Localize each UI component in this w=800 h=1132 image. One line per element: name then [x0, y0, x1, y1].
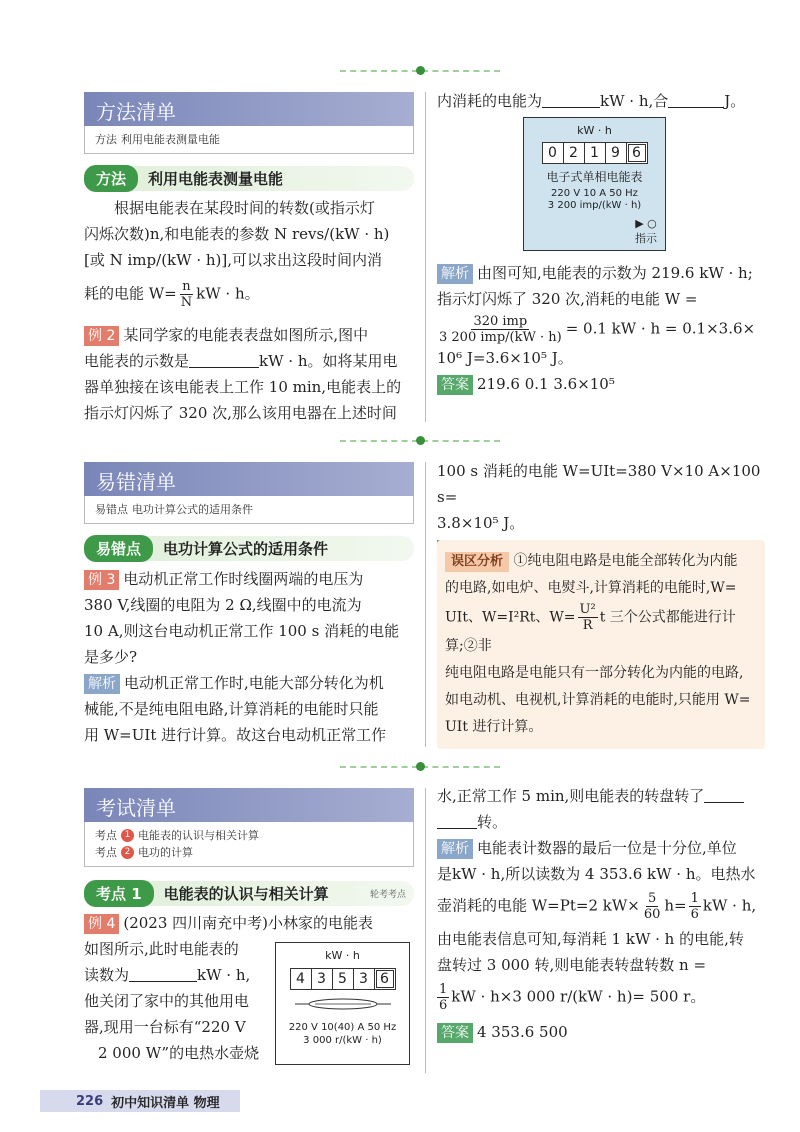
meter-digits: 0 2 1 9 6	[524, 142, 665, 164]
answer-blank	[189, 350, 259, 368]
answer-blank	[129, 964, 197, 982]
exam-point-tag: 考点 1 电能表的认识与相关计算 轮考考点	[84, 881, 414, 906]
example-2-continued: 内消耗的电能为 kW · h,合 J。	[437, 92, 746, 110]
example-4: 例 4 (2023 四川南充中考)小林家的电能表 如图所示,此时电能表的 读数为 kW · h, 他关闭了家中的其他用电 器,现用一台标有“220 V 2 000 W”的电热水壶烧	[84, 914, 374, 1062]
electric-meter-2: kW · h 4 3 5 3 6 220 V 10(40) A 50 Hz 3 000 r/(kW · h)	[275, 942, 410, 1065]
book-title: 初中知识清单 物理	[111, 1095, 220, 1111]
column-separator	[425, 462, 426, 747]
turntable-disc-icon	[276, 994, 409, 1018]
page-number: 226	[76, 1093, 104, 1109]
mistake-tag: 易错点 电功计算公式的适用条件	[84, 536, 414, 561]
answer-blank	[704, 785, 744, 803]
section-divider	[340, 762, 500, 772]
exam-header: 考试清单 考点 1 电能表的认识与相关计算 考点 2 电功的计算	[84, 788, 414, 867]
method-text: 根据电能表在某段时间的转数(或指示灯 闪烁次数)n,和电能表的参数 N revs/(kW · h) [或 N imp/(kW · h)],可以求出这段时间内消 耗的电能 W= $\frac{n}{N}$ kW · h。	[84, 199, 390, 310]
example-4-continued: 水,正常工作 5 min,则电能表的转盘转了 转。 解析 电能表计数器的最后一位是十分位,单位 是kW · h,所以读数为 4 353.6 kW · h。电热水 壶消耗的电能 W=Pt=2 kW× $\frac{5}{60}$ h= $\frac{1}{6}$ kW · h, 由电能表信息可知,每消耗 1 kW · h 的电能,转 盘转过 3 000 转,则电能表转盘转数 n = $\frac{1}{6}$ kW · h×3 000 r/(kW · h)= 500 r。 答案 4 353.6 500	[437, 787, 757, 1041]
column-separator	[425, 92, 426, 422]
section-divider	[340, 436, 500, 446]
misconception-box: 误区分析 ①纯电阻电路是电能全部转化为内能 的电路,如电炉、电熨斗,计算消耗的电能时,W= UIt、W=I²Rt、W= $\frac{\text{U²}}{R}$ t 三个公式都能进行计算;②非 纯电阻电路是电能只有一部分转化为内能的电路, 如电动机、电视机,计算消耗的电能时,只能用 W= UIt 进行计算。	[437, 540, 765, 749]
header-title: 方法清单	[84, 92, 414, 126]
analysis-2: 解析 由图可知,电能表的示数为 219.6 kW · h; 指示灯闪烁了 320 次,消耗的电能 W = $\frac{\text{320 imp}}{\text{3 200 imp/(kW · h)}}$ = 0.1 kW · h = 0.1×3.6× 10⁶ J=3.6×10⁵ J。 答案 219.6 0.1 3.6×10⁵	[437, 264, 756, 393]
indicator-light-icon: ▶ ○	[635, 217, 657, 230]
method-tag: 方法 利用电能表测量电能	[84, 166, 414, 191]
meter-digits: 4 3 5 3 6	[276, 968, 409, 990]
column-separator	[425, 788, 426, 1073]
example-2: 例 2 某同学家的电能表表盘如图所示,图中 电能表的示数是 kW · h。如将某用电 器单独接在该电能表上工作 10 min,电能表上的 指示灯闪烁了 320 次,那么该用电器在上述时间	[84, 326, 402, 422]
example-3: 例 3 电动机正常工作时线圈两端的电压为 380 V,线圈的电阻为 2 Ω,线圈中的电流为 10 A,则这台电动机正常工作 100 s 消耗的电能 是多少? 解析 电动机正常工作时,电能大部分转化为机 械能,不是纯电阻电路,计算消耗的电能时只能 用 W=UIt 进行计算。故这台电动机正常工作	[84, 570, 400, 744]
answer-blank	[668, 90, 724, 108]
method-header: 方法清单 方法 利用电能表测量电能	[84, 92, 414, 154]
answer-blank	[542, 90, 600, 108]
electric-meter-1: kW · h 0 2 1 9 6 电子式单相电能表 220 V 10 A 50 Hz 3 200 imp/(kW · h) ▶ ○ 指示	[523, 117, 666, 251]
mistake-header: 易错清单 易错点 电功计算公式的适用条件	[84, 462, 414, 524]
page-footer	[40, 1090, 240, 1112]
analysis-3-continued: 100 s 消耗的电能 W=UIt=380 V×10 A×100 s= 3.8×10⁵ J。	[437, 458, 767, 562]
section-divider	[340, 66, 500, 76]
answer-blank	[437, 811, 477, 829]
